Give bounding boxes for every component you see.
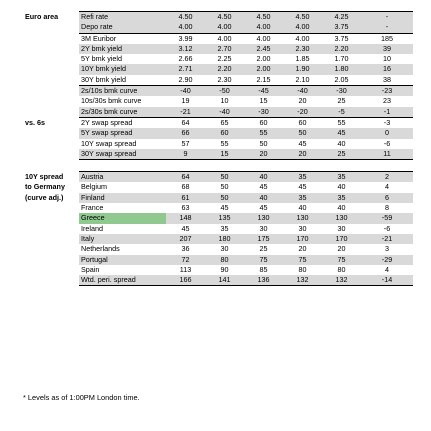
table-row (23, 12, 413, 23)
section-label: 10Y spread (25, 171, 64, 181)
cell-value-c4: 40 (298, 203, 307, 213)
cell-value-c3: -30 (244, 107, 283, 118)
cell-value-c3: 175 (244, 234, 283, 244)
cell-value-c5: 130 (322, 213, 361, 223)
cell-value-c4: 2.10 (283, 75, 322, 86)
section-label (23, 22, 79, 33)
table-row (23, 255, 413, 265)
cell-value-c5: 75 (322, 255, 361, 265)
cell-value-c1: 113 (179, 264, 192, 274)
cell-value-c5: 20 (337, 244, 346, 254)
cell-value-c2: 80 (205, 255, 244, 265)
cell-value-c4: 20 (298, 244, 307, 254)
cell-value-c6: 3 (385, 244, 389, 254)
cell-value-c6: - (361, 22, 413, 33)
table-row (23, 22, 413, 33)
row-label: France (81, 203, 104, 213)
section-label (23, 96, 79, 106)
section-label (23, 203, 79, 213)
cell-value-c1: 72 (166, 255, 205, 265)
table-row (23, 203, 413, 213)
cell-value-c2: 135 (205, 213, 244, 223)
cell-value-c2: 65 (220, 117, 229, 127)
cell-value-c1: -21 (166, 107, 205, 118)
cell-value-c3: 85 (259, 264, 268, 274)
section-label (23, 275, 79, 286)
row-label: 30Y bmk yield (79, 75, 166, 86)
cell-value-c3: 4.00 (256, 33, 271, 43)
section-label: (curve adj.) (25, 192, 64, 202)
section-label (23, 75, 79, 86)
cell-value-c5: 40 (337, 182, 346, 192)
row-label: 2s/10s bmk curve (79, 86, 166, 97)
row-label: Netherlands (81, 244, 120, 254)
row-label: 10Y bmk yield (79, 64, 166, 74)
cell-value-c4: 132 (283, 275, 322, 286)
table-row (23, 182, 413, 192)
cell-value-c6: - (361, 12, 413, 23)
cell-value-c3: 136 (244, 275, 283, 286)
cell-value-c6: 2 (361, 172, 413, 183)
row-label: Wtd. peri. spread (79, 275, 166, 286)
cell-value-c4: 75 (283, 255, 322, 265)
section-spacer (23, 160, 413, 172)
row-label: Belgium (81, 182, 107, 192)
row-label: Portugal (79, 255, 166, 265)
cell-value-c4: 2.30 (283, 44, 322, 54)
cell-value-c5: 25 (337, 96, 346, 106)
cell-value-c5: 40 (337, 138, 346, 148)
cell-value-c4: 30 (298, 223, 307, 233)
row-label: 10s/30s bmk curve (81, 96, 142, 106)
cell-value-c3: 130 (244, 213, 283, 223)
section-label: to Germany (25, 182, 65, 192)
footnote: * Levels as of 1:00PM London time. (23, 393, 140, 402)
cell-value-c4: -20 (283, 107, 322, 118)
cell-value-c4: -40 (283, 86, 322, 97)
cell-value-c2: 2.25 (217, 54, 232, 64)
cell-value-c1: -40 (166, 86, 205, 97)
cell-value-c4: 20 (283, 149, 322, 160)
cell-value-c1: 3.12 (166, 44, 205, 54)
row-label: Greece (79, 213, 166, 223)
row-label: 2Y swap spread (81, 117, 133, 127)
cell-value-c1: 4.50 (166, 12, 205, 23)
cell-value-c3: 2.00 (256, 54, 271, 64)
cell-value-c1: 66 (166, 128, 205, 138)
cell-value-c6: 8 (385, 203, 389, 213)
cell-value-c2: 90 (220, 264, 229, 274)
table-row (23, 64, 413, 74)
cell-value-c5: 40 (337, 203, 346, 213)
forecast-table-container (23, 11, 413, 286)
cell-value-c2: 15 (205, 149, 244, 160)
section-label (23, 139, 79, 149)
table-row (23, 107, 413, 118)
cell-value-c3: 50 (259, 138, 268, 148)
section-label: Euro area (25, 11, 59, 21)
table-row (23, 234, 413, 244)
cell-value-c5: -5 (322, 107, 361, 118)
row-label: 5Y swap spread (79, 128, 166, 138)
table-row (23, 224, 413, 234)
cell-value-c1: 64 (181, 117, 190, 127)
cell-value-c1: 64 (166, 172, 205, 183)
section-label (23, 128, 79, 138)
cell-value-c5: 45 (322, 128, 361, 138)
cell-value-c4: 1.90 (283, 64, 322, 74)
cell-value-c5: 80 (337, 264, 346, 274)
section-label (23, 213, 79, 223)
cell-value-c6: 185 (381, 33, 393, 43)
cell-value-c4: 4.50 (283, 12, 322, 23)
cell-value-c4: 1.85 (295, 54, 310, 64)
cell-value-c6: -23 (361, 86, 413, 97)
section-label: vs. 6s (25, 117, 45, 127)
cell-value-c2: 50 (205, 172, 244, 183)
cell-value-c5: 2.05 (322, 75, 361, 86)
table-row (23, 128, 413, 138)
section-label (23, 33, 79, 44)
cell-value-c1: 45 (181, 223, 190, 233)
table-row (23, 54, 413, 64)
cell-value-c5: -30 (322, 86, 361, 97)
table-row (23, 265, 413, 275)
cell-value-c4: 35 (283, 172, 322, 183)
cell-value-c4: 50 (283, 128, 322, 138)
cell-value-c6: 11 (361, 149, 413, 160)
cell-value-c6: 38 (361, 75, 413, 86)
section-label (23, 107, 79, 118)
cell-value-c4: 35 (283, 193, 322, 203)
row-label: 3M Euribor (81, 33, 117, 43)
cell-value-c3: 4.00 (244, 22, 283, 33)
cell-value-c2: 50 (220, 182, 229, 192)
cell-value-c3: 15 (259, 96, 268, 106)
cell-value-c4: 60 (298, 117, 307, 127)
cell-value-c5: 4.25 (322, 12, 361, 23)
cell-value-c6: -14 (361, 275, 413, 286)
section-label (23, 86, 79, 97)
cell-value-c2: 2.20 (205, 64, 244, 74)
cell-value-c6: 10 (383, 54, 391, 64)
cell-value-c2: 2.70 (205, 44, 244, 54)
cell-value-c6: -29 (361, 255, 413, 265)
cell-value-c3: -45 (244, 86, 283, 97)
cell-value-c6: 6 (361, 193, 413, 203)
cell-value-c4: 170 (283, 234, 322, 244)
cell-value-c6: -6 (383, 138, 391, 148)
cell-value-c6: -1 (361, 107, 413, 118)
cell-value-c1: 148 (166, 213, 205, 223)
row-label: 2Y bmk yield (79, 44, 166, 54)
cell-value-c1: 2.66 (178, 54, 193, 64)
cell-value-c5: 25 (322, 149, 361, 160)
cell-value-c5: 35 (322, 172, 361, 183)
cell-value-c5: 3.75 (322, 22, 361, 33)
cell-value-c3: 20 (244, 149, 283, 160)
cell-value-c6: 39 (361, 44, 413, 54)
cell-value-c5: 170 (322, 234, 361, 244)
cell-value-c6: 4 (385, 264, 389, 274)
cell-value-c3: 2.00 (244, 64, 283, 74)
table-row (23, 139, 413, 149)
cell-value-c3: 25 (259, 244, 268, 254)
section-label (23, 265, 79, 275)
row-label: 2s/30s bmk curve (79, 107, 166, 118)
cell-value-c2: 30 (220, 244, 229, 254)
table-row (23, 96, 413, 106)
cell-value-c3: 45 (259, 203, 268, 213)
row-label: Ireland (81, 223, 103, 233)
cell-value-c2: 141 (205, 275, 244, 286)
cell-value-c4: 130 (283, 213, 322, 223)
cell-value-c4: 4.00 (295, 33, 310, 43)
section-label (23, 224, 79, 234)
cell-value-c1: 19 (181, 96, 190, 106)
row-label: Refi rate (79, 12, 166, 23)
cell-value-c2: 55 (220, 138, 229, 148)
row-label: 10Y swap spread (81, 138, 137, 148)
row-label: Austria (79, 172, 166, 183)
table-row (23, 244, 413, 254)
cell-value-c6: -6 (383, 223, 391, 233)
section-label (23, 149, 79, 160)
cell-value-c2: 2.30 (205, 75, 244, 86)
row-label: 30Y swap spread (79, 149, 166, 160)
cell-value-c2: 4.00 (217, 33, 232, 43)
cell-value-c1: 3.99 (178, 33, 193, 43)
cell-value-c6: -3 (383, 117, 391, 127)
cell-value-c2: 4.00 (205, 22, 244, 33)
cell-value-c2: -50 (205, 86, 244, 97)
cell-value-c5: 30 (337, 223, 346, 233)
cell-value-c2: 35 (220, 223, 229, 233)
cell-value-c3: 2.15 (244, 75, 283, 86)
cell-value-c1: 36 (181, 244, 190, 254)
row-label: 5Y bmk yield (81, 54, 123, 64)
cell-value-c6: -59 (361, 213, 413, 223)
cell-value-c5: 1.70 (334, 54, 349, 64)
cell-value-c6: -21 (361, 234, 413, 244)
cell-value-c5: 35 (322, 193, 361, 203)
cell-value-c1: 4.00 (166, 22, 205, 33)
table-row (23, 275, 413, 286)
cell-value-c3: 75 (244, 255, 283, 265)
cell-value-c1: 9 (166, 149, 205, 160)
cell-value-c2: 180 (205, 234, 244, 244)
section-label (23, 255, 79, 265)
cell-value-c5: 3.75 (334, 33, 349, 43)
cell-value-c4: 20 (298, 96, 307, 106)
cell-value-c1: 166 (166, 275, 205, 286)
cell-value-c6: 23 (383, 96, 391, 106)
cell-value-c2: 60 (205, 128, 244, 138)
table-row (23, 149, 413, 160)
row-label: Depo rate (79, 22, 166, 33)
cell-value-c6: 16 (361, 64, 413, 74)
section-label (23, 64, 79, 74)
table-row (23, 86, 413, 97)
cell-value-c2: -40 (205, 107, 244, 118)
cell-value-c3: 40 (244, 172, 283, 183)
cell-value-c5: 1.80 (322, 64, 361, 74)
cell-value-c3: 40 (244, 193, 283, 203)
table-row (23, 33, 413, 44)
row-label: Spain (81, 264, 100, 274)
table-row (23, 75, 413, 86)
forecast-table (23, 11, 413, 286)
cell-value-c2: 4.50 (205, 12, 244, 23)
cell-value-c1: 68 (181, 182, 190, 192)
cell-value-c3: 30 (259, 223, 268, 233)
cell-value-c1: 207 (166, 234, 205, 244)
cell-value-c2: 10 (220, 96, 229, 106)
section-label (23, 54, 79, 64)
cell-value-c6: 4 (385, 182, 389, 192)
section-label (23, 244, 79, 254)
cell-value-c1: 61 (166, 193, 205, 203)
table-row (23, 193, 413, 203)
table-row (23, 44, 413, 54)
cell-value-c5: 2.20 (322, 44, 361, 54)
cell-value-c5: 55 (337, 117, 346, 127)
section-label (23, 44, 79, 54)
row-label: Finland (79, 193, 166, 203)
cell-value-c1: 63 (181, 203, 190, 213)
cell-value-c2: 45 (220, 203, 229, 213)
row-label: Italy (79, 234, 166, 244)
cell-value-c3: 60 (259, 117, 268, 127)
cell-value-c1: 2.71 (166, 64, 205, 74)
cell-value-c4: 45 (298, 138, 307, 148)
table-row (23, 172, 413, 183)
cell-value-c6: 0 (361, 128, 413, 138)
cell-value-c4: 4.00 (283, 22, 322, 33)
section-label (23, 234, 79, 244)
cell-value-c5: 132 (322, 275, 361, 286)
cell-value-c2: 50 (205, 193, 244, 203)
cell-value-c3: 45 (259, 182, 268, 192)
cell-value-c3: 55 (244, 128, 283, 138)
cell-value-c3: 4.50 (244, 12, 283, 23)
table-row (23, 117, 413, 128)
cell-value-c1: 57 (181, 138, 190, 148)
cell-value-c3: 2.45 (244, 44, 283, 54)
cell-value-c4: 45 (298, 182, 307, 192)
cell-value-c4: 80 (298, 264, 307, 274)
cell-value-c1: 2.90 (166, 75, 205, 86)
table-row (23, 213, 413, 223)
